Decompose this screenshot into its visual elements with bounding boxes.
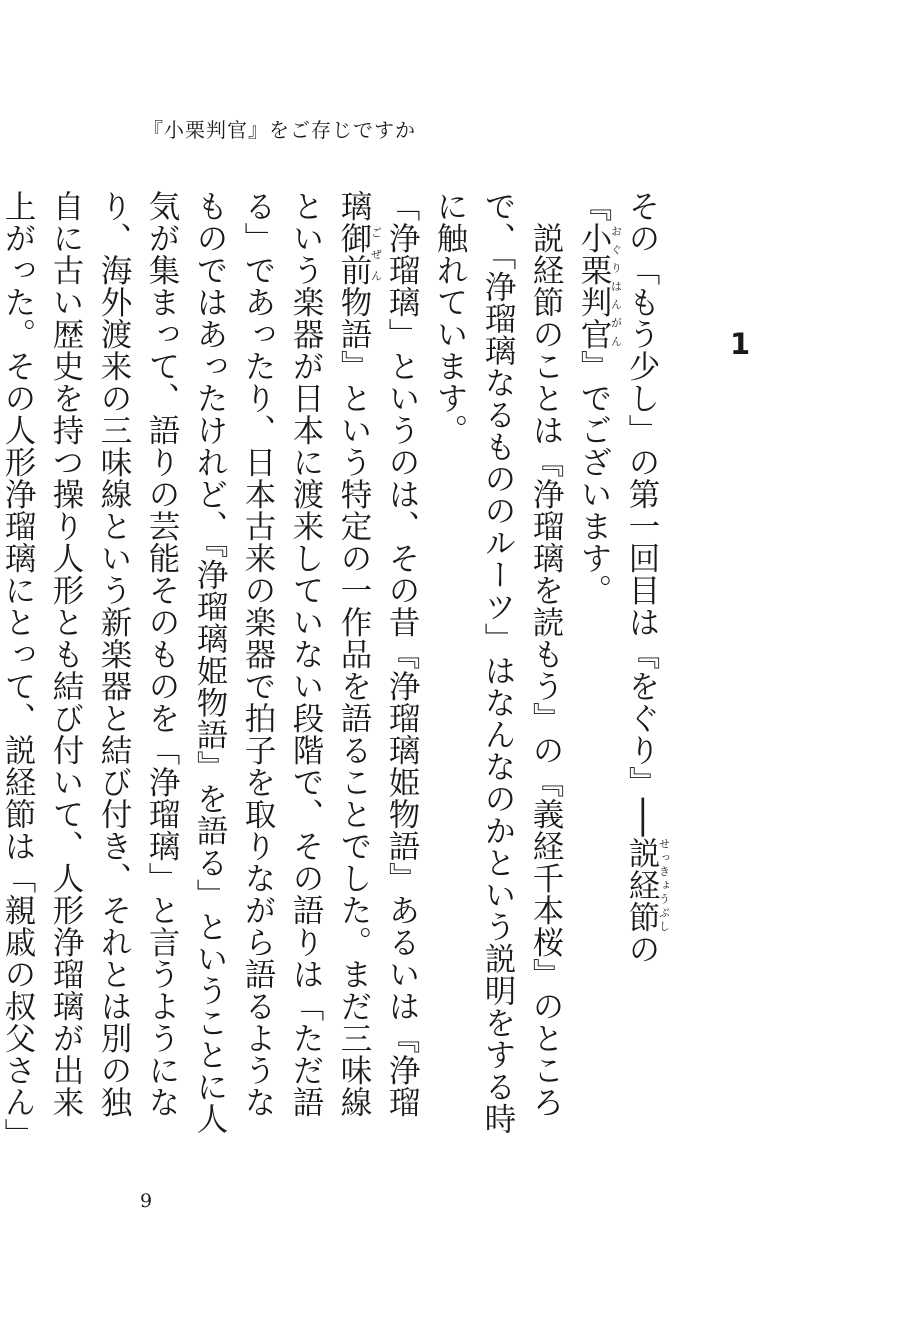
text-run: の『 bbox=[576, 190, 660, 965]
paragraph-3 bbox=[0, 190, 426, 1140]
vertical-body-text bbox=[0, 190, 671, 1140]
text-run: 「浄瑠璃」というのは、その昔『浄瑠璃姫物語』あるいは『浄瑠璃 bbox=[336, 190, 420, 1118]
paragraph-2: 説経節のことは『浄瑠璃を読もう』の『義経千本桜』のところで、「浄瑠璃なるもののルーツ」はなんなのかという説明をする時に触れています。 bbox=[432, 190, 564, 1135]
text-run: その「もう少し」の第一回目は『をぐり』── bbox=[624, 190, 660, 837]
ruby-oguri-hangan bbox=[576, 222, 623, 350]
ruby-reading: せっきょうぶし bbox=[657, 836, 671, 933]
chapter-number: 1 bbox=[730, 327, 751, 361]
text-run: 』でございます。 bbox=[576, 350, 612, 606]
ruby-reading: おぐりはんがん bbox=[609, 222, 623, 350]
ruby-base: 説経節 bbox=[624, 836, 660, 933]
text-run: 物語』という特定の一作品を語ることでした。まだ三味線という楽器が日本に渡来していない段階で、その語りは「ただ語る」であったり、日本古来の楽器で拍子を取りながら語るようなものではあったけれど、『浄瑠璃姫物語』を語る」ということに人気が集まって、語りの芸能そのものを「浄瑠璃」と言うようになり、海外渡来の三味線という新楽器と結び付き、それとは別の独自に古い歴史を持つ操り人形とも結び付いて、人形浄瑠璃が出来上がった。その人形浄瑠璃にとって、説経節は「親戚の叔父さん」 bbox=[0, 190, 372, 1135]
running-head: 『小栗判官』をご存じですか bbox=[143, 118, 416, 142]
ruby-gozen bbox=[336, 222, 383, 286]
ruby-reading: ごぜん bbox=[369, 222, 383, 286]
ruby-sekkyobushi bbox=[624, 836, 671, 933]
paragraph-1 bbox=[570, 190, 670, 1140]
ruby-base: 小栗判官 bbox=[576, 222, 612, 350]
page-number: 9 bbox=[140, 1190, 153, 1212]
ruby-base: 御前 bbox=[336, 222, 372, 286]
